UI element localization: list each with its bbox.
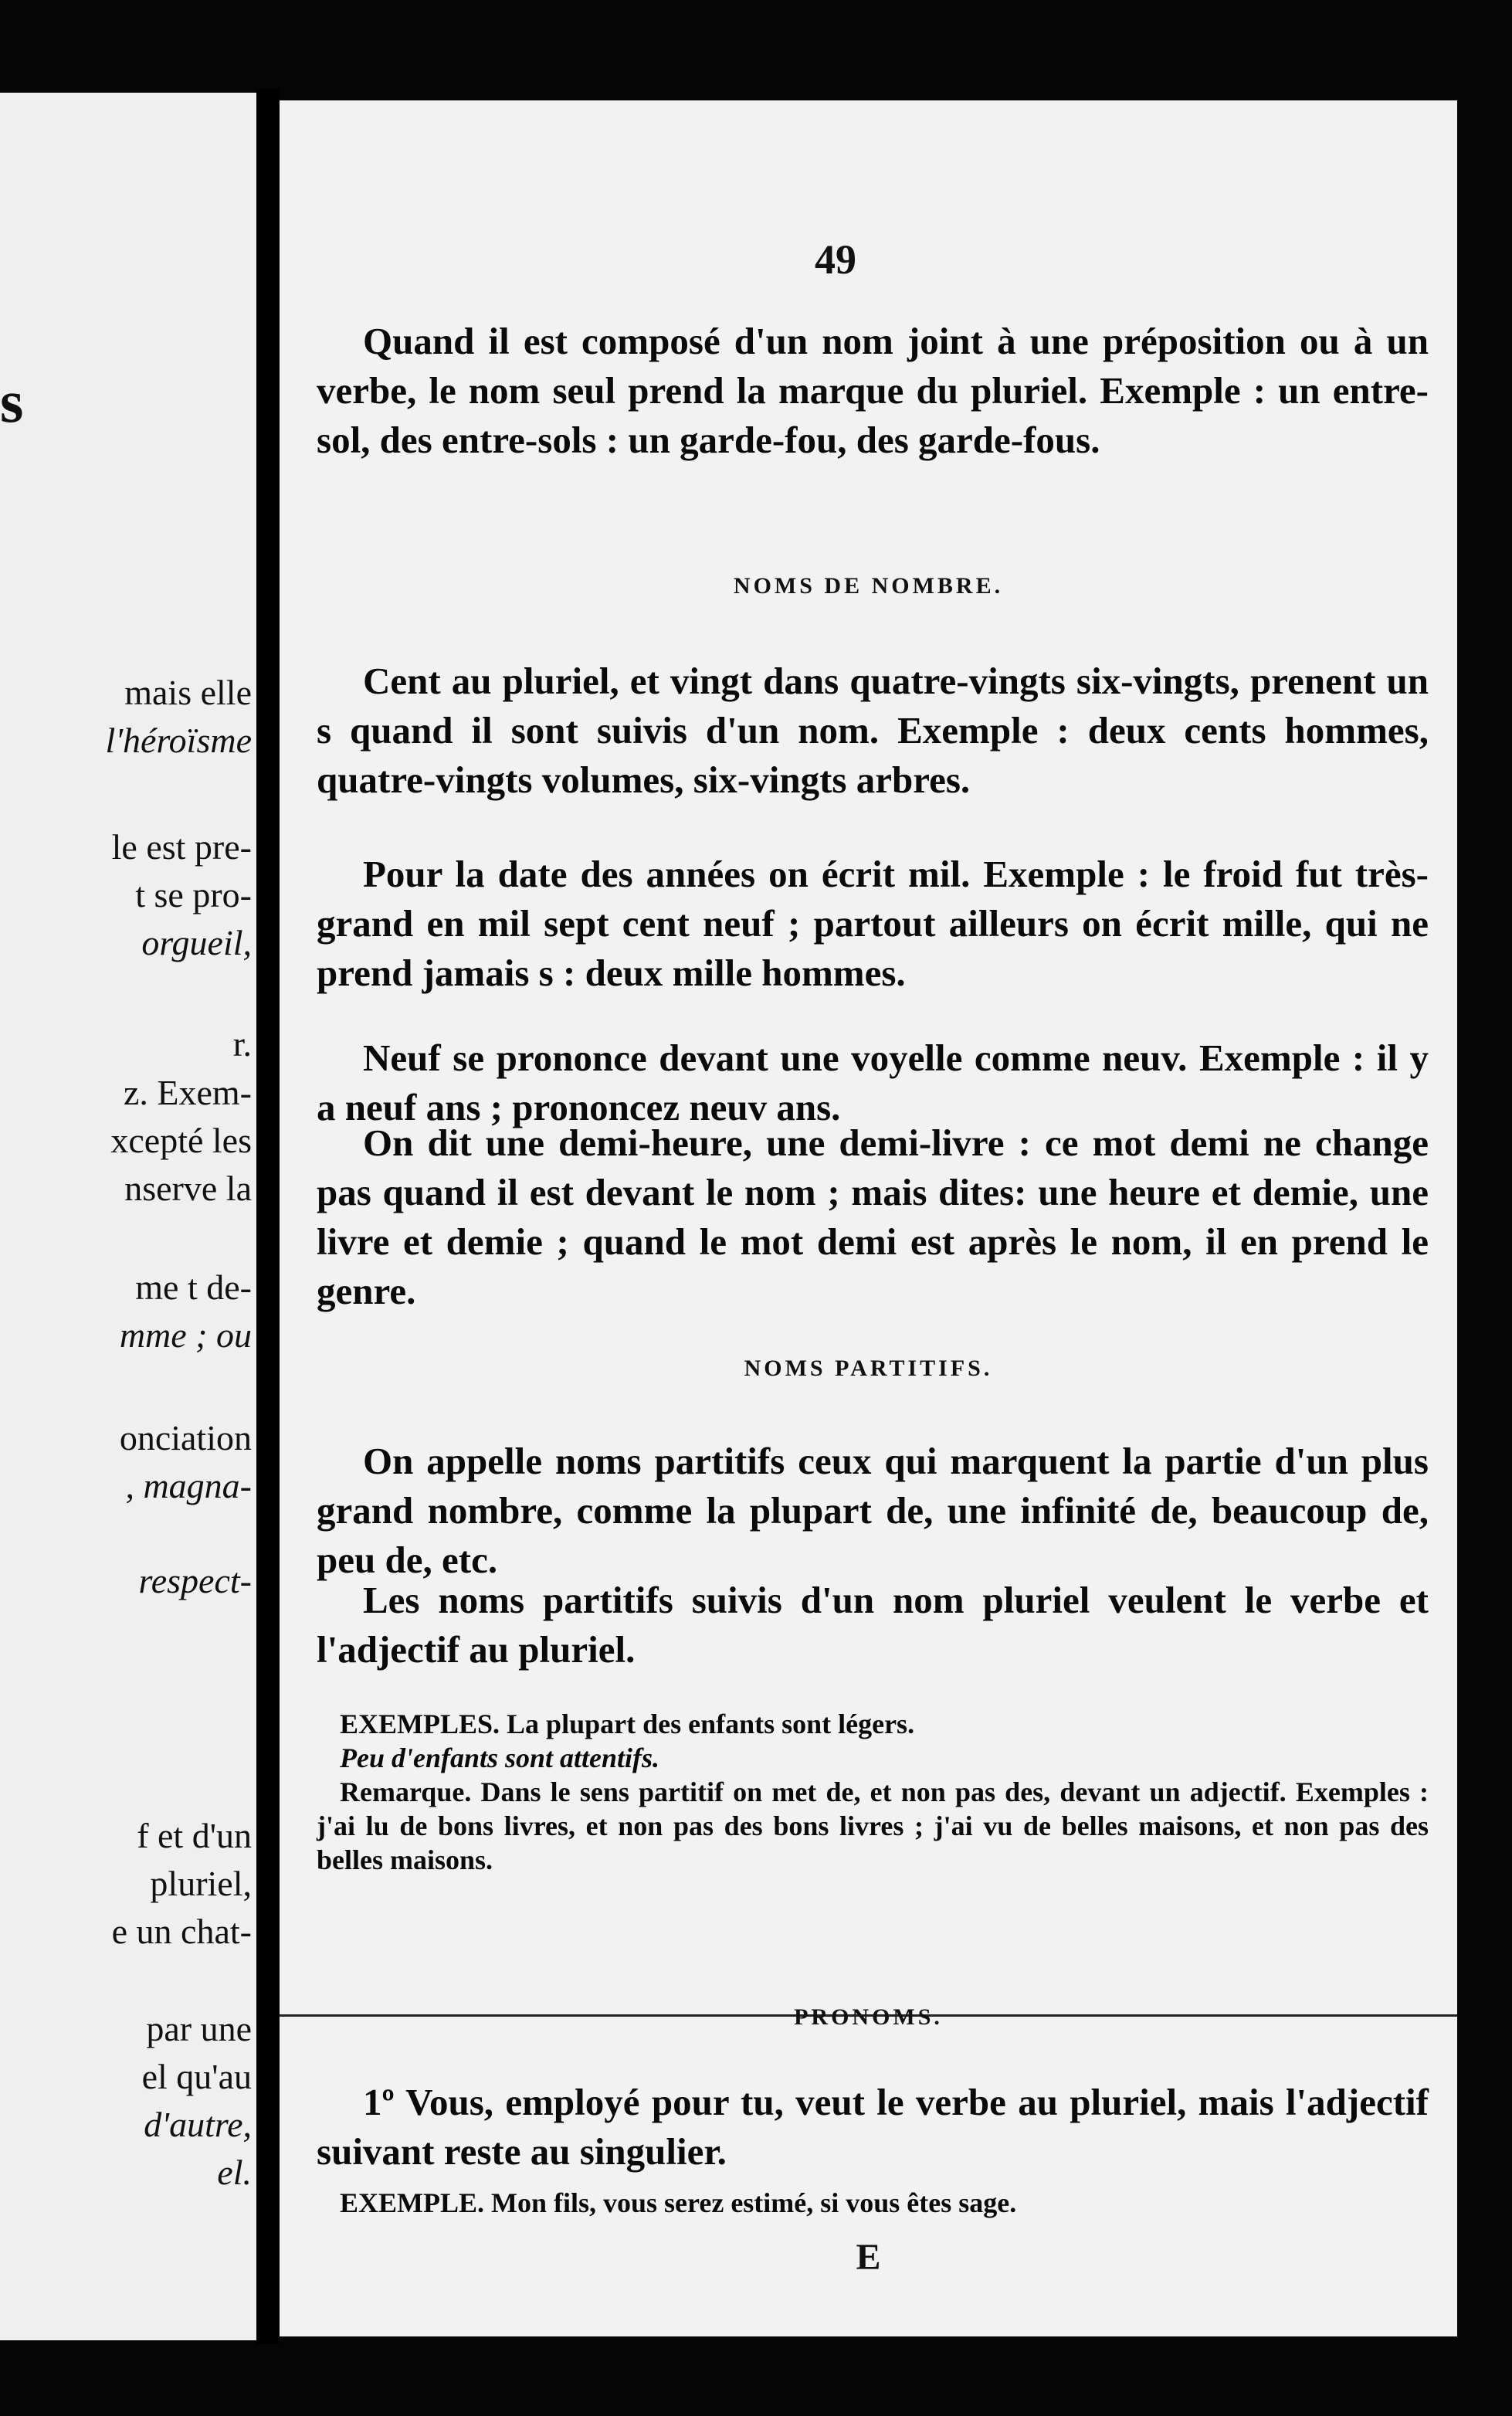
left-line: l'héroïsme: [105, 721, 252, 760]
paragraph-cent-vingt: Cent au pluriel, et vingt dans quatre-vingts six-vingts, prenent un s quand il sont suivis d'un nom. Exemple : deux cents hommes, quatre-vingts volumes, six-vingts arbres.: [317, 660, 1429, 801]
example-peu: Peu d'enfants sont attentifs.: [340, 1742, 660, 1773]
heading-pronoms: PRONOMS.: [794, 2004, 943, 2030]
book-gutter: [256, 89, 280, 2344]
paragraph-partitifs-definition: On appelle noms partitifs ceux qui marquent la partie d'un plus grand nombre, comme la plupart de, une infinité de, beaucoup de, peu de, etc.: [317, 1440, 1429, 1581]
left-line: f et d'un: [137, 1816, 252, 1855]
left-line: , magna-: [125, 1466, 252, 1505]
heading-noms-de-nombre: NOMS DE NOMBRE.: [733, 573, 1004, 599]
left-line: xcepté les: [110, 1121, 252, 1160]
signature-mark: E: [856, 2237, 881, 2278]
example-vous: EXEMPLE. Mon fils, vous serez estimé, si vous êtes sage.: [340, 2187, 1017, 2218]
left-line: orgueil,: [141, 923, 252, 962]
left-line: t se pro-: [135, 875, 252, 914]
right-page: [280, 100, 1457, 2336]
left-line: le est pre-: [111, 827, 252, 867]
left-line: mais elle: [124, 673, 252, 712]
example-plupart: EXEMPLES. La plupart des enfants sont légers.: [340, 1709, 915, 1739]
left-line: par une: [146, 2009, 252, 2048]
page-number: 49: [815, 236, 856, 283]
heading-noms-partitifs: NOMS PARTITIFS.: [744, 1356, 993, 1381]
left-page-letter: s: [0, 368, 24, 435]
left-line: onciation: [119, 1418, 252, 1457]
left-line: d'autre,: [144, 2105, 252, 2144]
paragraph-demi: On dit une demi-heure, une demi-livre : ce mot demi ne change pas quand il est devant le nom ; mais dites: une heure et demie, une livre et demie ; quand le mot demi est après le nom, il en prend le genre.: [317, 1121, 1429, 1312]
left-line: mme ; ou: [119, 1315, 252, 1355]
remarque-partitif: Remarque. Dans le sens partitif on met de, et non pas des, devant un adjectif. Exemples : j'ai lu de bons livres, et non pas des bons livres ; j'ai vu de belles maisons, et non pas des belles maisons.: [317, 1776, 1429, 1875]
left-line: nserve la: [124, 1169, 252, 1208]
left-line: respect-: [138, 1561, 252, 1600]
left-line: r.: [232, 1024, 252, 1064]
paragraph-partitifs-rule: Les noms partitifs suivis d'un nom pluriel veulent le verbe et l'adjectif au pluriel.: [317, 1579, 1429, 1671]
paragraph-mil-mille: Pour la date des années on écrit mil. Exemple : le froid fut très-grand en mil sept cent neuf ; partout ailleurs on écrit mille, qui ne prend jamais s : deux mille hommes.: [317, 853, 1429, 994]
left-line: el qu'au: [141, 2057, 252, 2096]
paragraph-composite-nouns: Quand il est composé d'un nom joint à une préposition ou à un verbe, le nom seul prend la marque du pluriel. Exemple : un entre-sol, des entre-sols : un garde-fou, des garde-fous.: [317, 320, 1429, 461]
paragraph-vous: 1º Vous, employé pour tu, veut le verbe au pluriel, mais l'adjectif suivant reste au singulier.: [317, 2081, 1429, 2173]
left-page-fragment: [0, 93, 256, 2340]
left-line: e un chat-: [111, 1912, 252, 1951]
left-line: pluriel,: [150, 1864, 252, 1903]
left-line: me t de-: [135, 1267, 252, 1307]
left-line: el.: [217, 2153, 252, 2192]
paragraph-neuf: Neuf se prononce devant une voyelle comme neuv. Exemple : il y a neuf ans ; prononcez neuv ans.: [317, 1037, 1429, 1128]
left-line: z. Exem-: [123, 1073, 252, 1112]
